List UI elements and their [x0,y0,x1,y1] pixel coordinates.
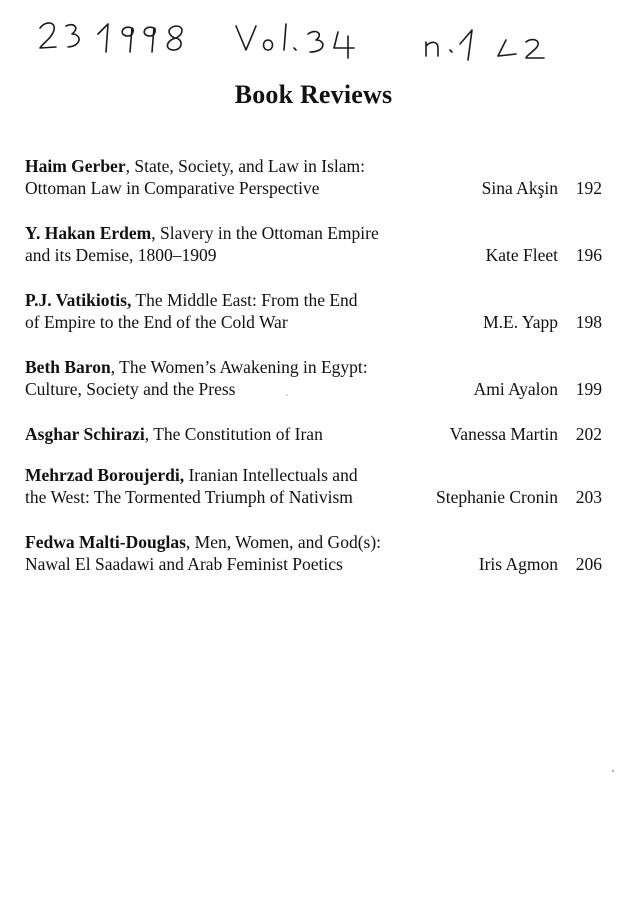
book-title-part2: and its Demise, 1800–1909 [25,245,217,265]
review-line-1 [25,531,602,553]
review-author: Asghar Schirazi [25,424,145,444]
review-line-1 [25,289,602,311]
review-author: P.J. Vatikiotis, [25,290,132,310]
review-author: Beth Baron [25,357,111,377]
book-title-part1: The Constitution of Iran [153,424,323,444]
review-author: Y. Hakan Erdem [25,223,152,243]
review-line-1 [25,464,602,486]
book-title-part1: The Middle East: From the End [135,290,358,310]
page-number: 203 [575,487,602,507]
page-number: 192 [575,178,602,198]
review-entry [25,356,602,400]
author-separator: , [185,532,195,552]
book-title-part2: Culture, Society and the Press [25,379,236,399]
review-line-1 [25,155,602,177]
book-title-part2: the West: The Tormented Triumph of Nativism [25,487,353,507]
review-meta [483,311,602,333]
review-meta [450,423,602,445]
review-line-1 [25,356,602,378]
reviewer-name: Iris Agmon [478,554,558,574]
reviewer-name: Stephanie Cronin [436,487,558,507]
author-separator: , [151,223,161,243]
review-entry [25,423,602,445]
author-separator: , [144,424,154,444]
review-author: Haim Gerber [25,156,126,176]
review-line-1 [25,222,602,244]
page-title: Book Reviews [234,80,393,109]
scan-speck [286,394,288,396]
review-entry [25,222,602,266]
review-entry [25,289,602,333]
review-entry [25,155,602,199]
book-title-part1: Men, Women, and God(s): [194,532,382,552]
review-meta [486,244,602,266]
reviews-list [25,155,602,598]
handwritten-annotation [36,14,596,74]
reviewer-name: Kate Fleet [485,245,558,265]
reviewer-name: M.E. Yapp [483,312,558,332]
page-number: 206 [575,554,602,574]
reviewer-name: Sina Akşin [481,178,558,198]
review-meta [479,553,602,575]
review-entry [25,531,602,575]
page-number: 199 [575,379,602,399]
reviewer-name: Ami Ayalon [473,379,558,399]
book-title-part1: State, Society, and Law in Islam: [134,156,366,176]
book-title-part2: Nawal El Saadawi and Arab Feminist Poetics [25,554,343,574]
review-entry [25,464,602,508]
book-title-part2: Ottoman Law in Comparative Perspective [25,178,320,198]
review-meta [482,177,602,199]
scan-speck [612,770,614,772]
review-author: Fedwa Malti-Douglas [25,532,186,552]
page-number: 198 [575,312,602,332]
book-title-part1: The Women’s Awakening in Egypt: [119,357,368,377]
page-number: 196 [575,245,602,265]
book-title-part2: of Empire to the End of the Cold War [25,312,288,332]
review-author: Mehrzad Boroujerdi, [25,465,185,485]
book-title-part1: Iranian Intellectuals and [188,465,358,485]
author-separator: , [110,357,120,377]
book-title-part1: Slavery in the Ottoman Empire [160,223,379,243]
author-separator: , [125,156,135,176]
review-meta [474,378,602,400]
reviewer-name: Vanessa Martin [449,424,558,444]
page-number: 202 [575,424,602,444]
review-meta [436,486,602,508]
